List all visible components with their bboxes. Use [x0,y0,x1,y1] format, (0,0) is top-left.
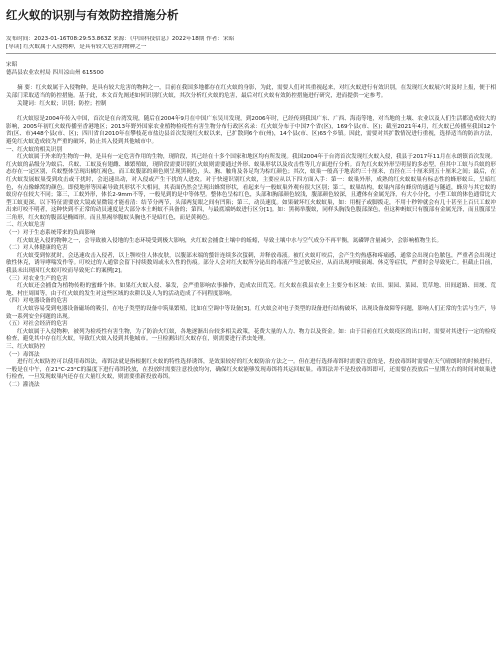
section-heading: 二、红火蚁危害 [6,222,46,229]
source: 来源：《中国科技信息》2022年18期 [113,36,205,42]
body-paragraph: 红火蚁还会捕食为植物传粉的蜜蜂个体。如果红火蚁入侵、暴发，会严重影响农事操作，造成农田荒芜。红火蚁在我县农业上主要分布区域：农田、果园、菜园、荒草地、田间道路、田埂、荒地、村庄周围等，由于红火蚁的发生对这些区域的农耕以及人为的活动造成了不同程度影响。 [6,283,496,297]
body-paragraph: 红火蚁是入侵的物种之一，会导致被入侵地的生态环境受到极大影响，火红蚁会捕食土壤中的蚯蚓，导致土壤中水与空气成分不再平衡，氮磷钾含量减少，会影响植物生长。 [17,237,443,244]
author: 作者：宋昭 [206,36,235,42]
abstract: 摘 要：红火蚁属于入侵物种，是具有较大危害的物种之一，目前在我国多地都存在红火蚁的身影，为此，需要人们对其重视起来，对红火蚁进行有效识别，在发现红火蚁展穴时及时上报，便于相关部门采取适当的防控措施。基于此，本文首先阐述如何识别红火蚁，其次分析红火蚁的危害，最后对红火蚁有效防控措施进行研究，进而提供一定参考。 [6,85,496,99]
publish-meta [6,36,496,44]
section-heading: 一、红火蚁的相关识别 [6,146,62,153]
subsection-heading: （五）对社会经济的危害 [6,321,68,328]
subsection-heading: （一）毒饵法 [6,351,40,358]
section-heading: 三、红火蚁防控 [6,343,46,350]
intro-paragraph: 红火蚁原是2004年传入中国，首次是在台湾发现，随后在2004年9月在中国广东吴川发现，到2006年时，已经传到我国广东、广西、海南等地，对当地的土壤、农业以及人们生活都造成较大的影响，2005年初红火蚁传播至香港地区；2013年野外国家农业植物检疫性有害生物分布行政区名录：红火蚁分布于中国7个省(区)，169个县(市、区)；截至2021年4月，红火蚁已传播至我国12个省(区、市)448个县(市、区)；四川省自2010年在攀枝花市盐边县首次发现红火蚁以来，已扩散到6个市(州)，14个县(市、区)65个乡镇。因此，需要对其扩散情况进行重视，选择适当的防治方法，避免红火蚁造成较为严重的破坏，防止其入侵到其他城市中。 [6,116,496,145]
subsection-heading: （二）对人体健康的危害 [6,245,68,252]
body-paragraph: 进行红火蚁防控可以使用毒饵法，毒饵法就是指根据红火蚁的特性选择诱饵，是效果较好的红火蚁防治方法之一。但在进行选择毒饵时需要注意的是，投放毒饵时需要在天气晴朗时的时候进行，一般是在中午，在21°C-23°C的温度下进行毒饵投放，在投放时需要注意投放均匀，确保红火蚁能够发现毒饵将其运回蚁巢。毒饵法并不是投放毒饵即可，还需要在投放后一星期左右的时间对蚁巢进行检查，一旦发现蚁巢内还存在大量红火蚁，则需要重新投放毒饵。 [6,359,496,381]
subsection-heading: （二）灌浇法 [6,381,40,388]
subsection-heading: （三）对农业生产的危害 [6,275,68,282]
subsection-heading: （一）对于生态系统带来的负面影响 [6,230,96,237]
body-paragraph: 红火蚁容易受到电器设备磁场的吸引，在电子类型的设备中筑巢繁殖，比如在空调中等设备[3]。红火蚁会对电子类型的设备进行结构破坏，出现设备故障等问题，影响人们正常的生活与生产，导致一系列安全问题的出现。 [6,306,496,320]
author-name: 宋昭 [6,62,18,69]
body-paragraph: 红火蚁受到惊扰时，会迅速攻击入侵者，以上颚咬住人体皮肤，以腹部末端的螫针连续多次蜇刺，并释放毒液。被红火蚁叮咬后，会产生灼热感和疼痛感，通常会出现白色脓包，严重者会出现过敏性休克，诱导哮喘发作等。叮咬过的人通常会留下持续数周或永久性的伤痕。部分人会对红火蚁所分泌出的毒液产生过敏反应，从而出现呼吸衰竭、休克等症状，严重时会导致死亡。但截止目前，我县未出现因红火蚁叮咬而导致死亡的案例[2]。 [6,252,496,275]
body-paragraph: 红火蚁属于入侵物种，被列为检疫性有害生物，为了防治火红蚁，各地逐渐出台较多相关政策，花费大量的人力、物力以及资金。如：由于目前在红火蚁疫区的出口时，需要对其进行一定的检疫检查，避免其中存在红火蚁，导致红火蚁入侵到其他城市。一旦检测出红火蚁存在，则需要进行杀虫处理。 [6,328,496,343]
divider [6,53,496,54]
author-affiliation: 德昌县农业农村局 四川凉山州 615500 [6,69,104,76]
subsection-heading: （四）对电器设备的危害 [6,298,68,305]
keywords: 关键词：红火蚁；识别；防控；控制 [17,100,107,107]
body-paragraph: 红火蚁属于外来的生物的一种，是具有一定危害作用的生物，现阶段，其已经在十多个国家和地区均有所发现。我国2004年于台湾首次发现红火蚁入侵，我县于2017年11月在永朗镇首次发现。红火蚁的品级分为蚁后、兵蚁、工蚁及有翅雌、雄繁殖蚁，现阶段需要识别红火蚁则需要通过外形、蚁巢形状以及攻击性等几方面进行分析。首先红火蚁外形呈明显的多态型，但其中工蚁与兵蚁的形态存在一定区别，兵蚁整体呈现出橘红褐色，而工蚁腹部的颜色则呈现黑褐色，头、胸、触角及各足均为棕红颜色；其次，蚁巢一般高于地表约三十厘米，直径在三十厘米到五十厘米之间；最后，在红火蚁发展蚁巢受到攻击或干扰时，会迅速出动，对入侵或产生干扰的人进攻。对于快速识别红火蚁，主要应从以下四方面入手：第一：蚁巢外形，成熟的红火蚁蚁巢有标志性的蜂形蚁丘，呈暗红色，有点像蜂窝的颜色。即使地形等因素导致其形状不大相同，其表面仍然会呈现出蜂窝形状，看起来与一般蚁巢外观有很大区别；第二，蚁巢结构，蚁巢内部有蜂房的通道与隧道，蜂房与其它蚁的蚁房存在较大不同；第三，工蚁外形，体长2-9mm不等，一般见到的是中等体型。整体色呈棕红色，头部和胸部颜色较浅，腹部颜色较深，且遭体有金属光泽，有大小分化，小型工蚁的体色通常比大型工蚁更深。以下特征需要放大镜或显微镜才能看清：结节分两节，头部两复眼之间有凹陷；第三，动员速度。如果破坏红火蚁蚁巢，如：用棍子或脚拨走，不用十秒钟就会有几十甚至上百只工蚁冲出来叮咬不明者，这种快到不正常的动员速度是大部分本土蚂蚁不具备的；第四，与最底端蚂蚁进行区分[1]。如：黑褐举腹蚁，同样头胸浅色腹部深色，但这种蚂蚁只有腹部有金属光泽，而且腹部呈三角形，红火蚁的腹部是椭圆形。而且黑褐举腹蚁头胸也不是暗红色，而是黄褐色。 [6,154,496,221]
article-title: 红火蚁的识别与有效防控措施分析 [6,8,179,22]
publish-time: 发布时间：2023-01-16T08:29:53.863Z [6,36,112,42]
guide-reading: [导读] 红火蚁属于入侵物种，是具有较大危害的物种之一 [6,43,147,50]
